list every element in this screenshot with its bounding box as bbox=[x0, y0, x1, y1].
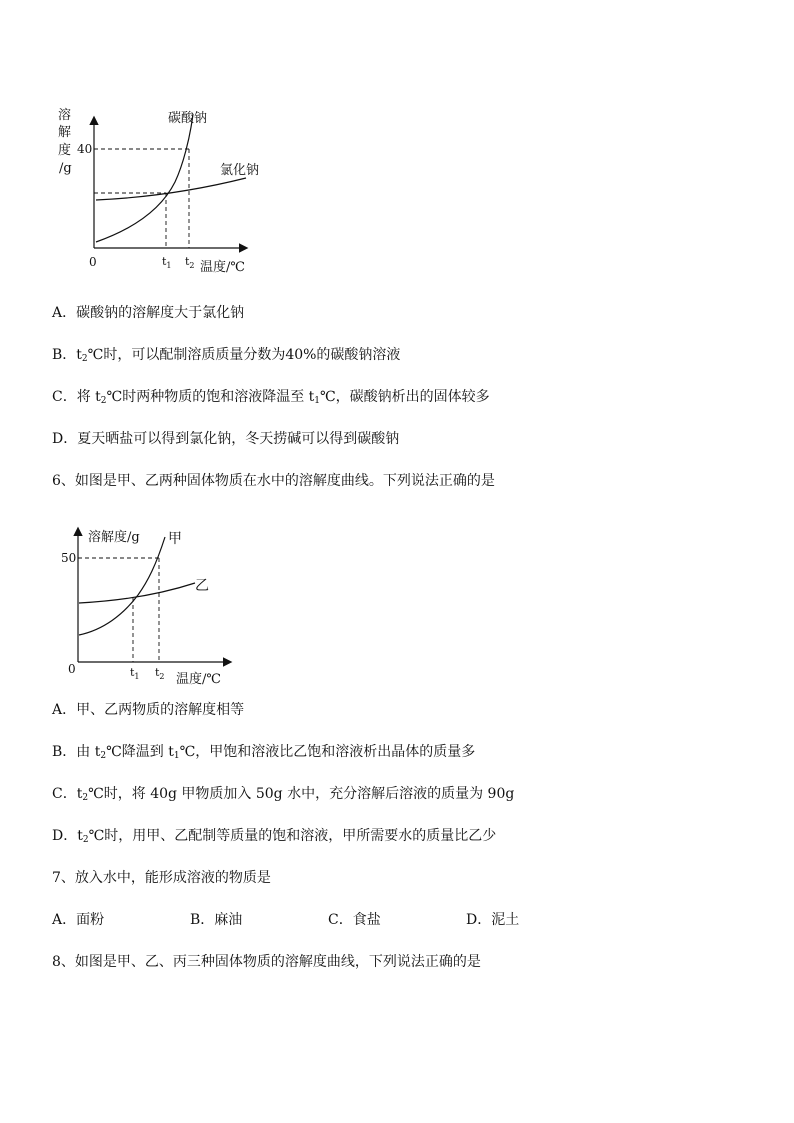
subscript: 1 bbox=[314, 396, 321, 406]
q6-option-a: A．甲、乙两物质的溶解度相等 bbox=[52, 702, 245, 718]
q6-option-d bbox=[52, 827, 496, 849]
origin-label: 0 bbox=[68, 662, 76, 676]
text: C．将 t bbox=[52, 389, 101, 405]
y-axis-label: 溶解度/g bbox=[88, 530, 140, 545]
y-axis-label-char: /g bbox=[59, 161, 72, 176]
q5-option-a: A．碳酸钠的溶解度大于氯化钠 bbox=[52, 305, 245, 321]
origin-label: 0 bbox=[89, 255, 97, 269]
text: C．t bbox=[52, 786, 83, 802]
subscript: 2 bbox=[100, 751, 107, 761]
subscript: 2 bbox=[82, 793, 89, 803]
curve-jia bbox=[79, 537, 165, 635]
q7-option-b: B．麻油 bbox=[190, 912, 243, 928]
text: ℃时，用甲、乙配制等质量的饱和溶液，甲所需要水的质量比乙少 bbox=[88, 828, 497, 844]
text: D．t bbox=[52, 828, 83, 844]
q5-option-d: D．夏天晒盐可以得到氯化钠，冬天捞碱可以得到碳酸钠 bbox=[52, 431, 400, 447]
text: ℃，甲饱和溶液比乙饱和溶液析出晶体的质量多 bbox=[179, 744, 476, 760]
y-axis-label-char: 度 bbox=[58, 143, 72, 158]
subscript: 2 bbox=[81, 354, 88, 364]
text: ℃时，将 40g 甲物质加入 50g 水中，充分溶解后溶液的质量为 90g bbox=[88, 786, 515, 802]
text: ℃时，可以配制溶质质量分数为40%的碳酸钠溶液 bbox=[87, 347, 401, 363]
solubility-chart-2 bbox=[58, 525, 248, 690]
q7-option-c: C．食盐 bbox=[328, 912, 381, 928]
subscript: 1 bbox=[173, 751, 180, 761]
subscript: 2 bbox=[82, 835, 89, 845]
q6-stem: 6、如图是甲、乙两种固体物质在水中的溶解度曲线。下列说法正确的是 bbox=[52, 473, 495, 489]
y-tick-label: 50 bbox=[61, 551, 77, 565]
series-label: 碳酸钠 bbox=[168, 111, 208, 126]
text: ℃降温到 t bbox=[106, 744, 174, 760]
series-label: 氯化钠 bbox=[220, 163, 260, 178]
curve-sodium-carbonate bbox=[96, 114, 193, 242]
x-tick-label: $t_2$ bbox=[185, 255, 195, 270]
solubility-chart-1 bbox=[50, 100, 290, 280]
curve-yi bbox=[79, 583, 195, 603]
series-label: 甲 bbox=[168, 531, 182, 547]
x-tick-label: $t_1$ bbox=[162, 255, 172, 270]
q5-option-b bbox=[52, 346, 400, 368]
q6-option-c bbox=[52, 785, 514, 807]
y-tick-label: 40 bbox=[77, 142, 93, 156]
x-axis-label: 温度/℃ bbox=[176, 672, 221, 687]
text: B．由 t bbox=[52, 744, 101, 760]
x-axis-label: 温度/℃ bbox=[200, 260, 245, 275]
q7-option-d: D．泥土 bbox=[466, 912, 520, 928]
y-axis-label-char: 溶 bbox=[58, 108, 72, 123]
q8-stem: 8、如图是甲、乙、丙三种固体物质的溶解度曲线，下列说法正确的是 bbox=[52, 954, 481, 970]
x-tick-label: $t_2$ bbox=[155, 666, 165, 681]
text: ℃，碳酸钠析出的固体较多 bbox=[320, 389, 490, 405]
x-tick-label: $t_1$ bbox=[130, 666, 140, 681]
text: B．t bbox=[52, 347, 82, 363]
q6-option-b bbox=[52, 743, 475, 765]
q7-option-a: A．面粉 bbox=[52, 912, 105, 928]
subscript: 2 bbox=[100, 396, 107, 406]
text: ℃时两种物质的饱和溶液降温至 t bbox=[106, 389, 315, 405]
q5-option-c bbox=[52, 388, 490, 410]
series-label: 乙 bbox=[195, 578, 209, 594]
q7-stem: 7、放入水中，能形成溶液的物质是 bbox=[52, 870, 271, 886]
y-axis-label-char: 解 bbox=[58, 125, 72, 140]
